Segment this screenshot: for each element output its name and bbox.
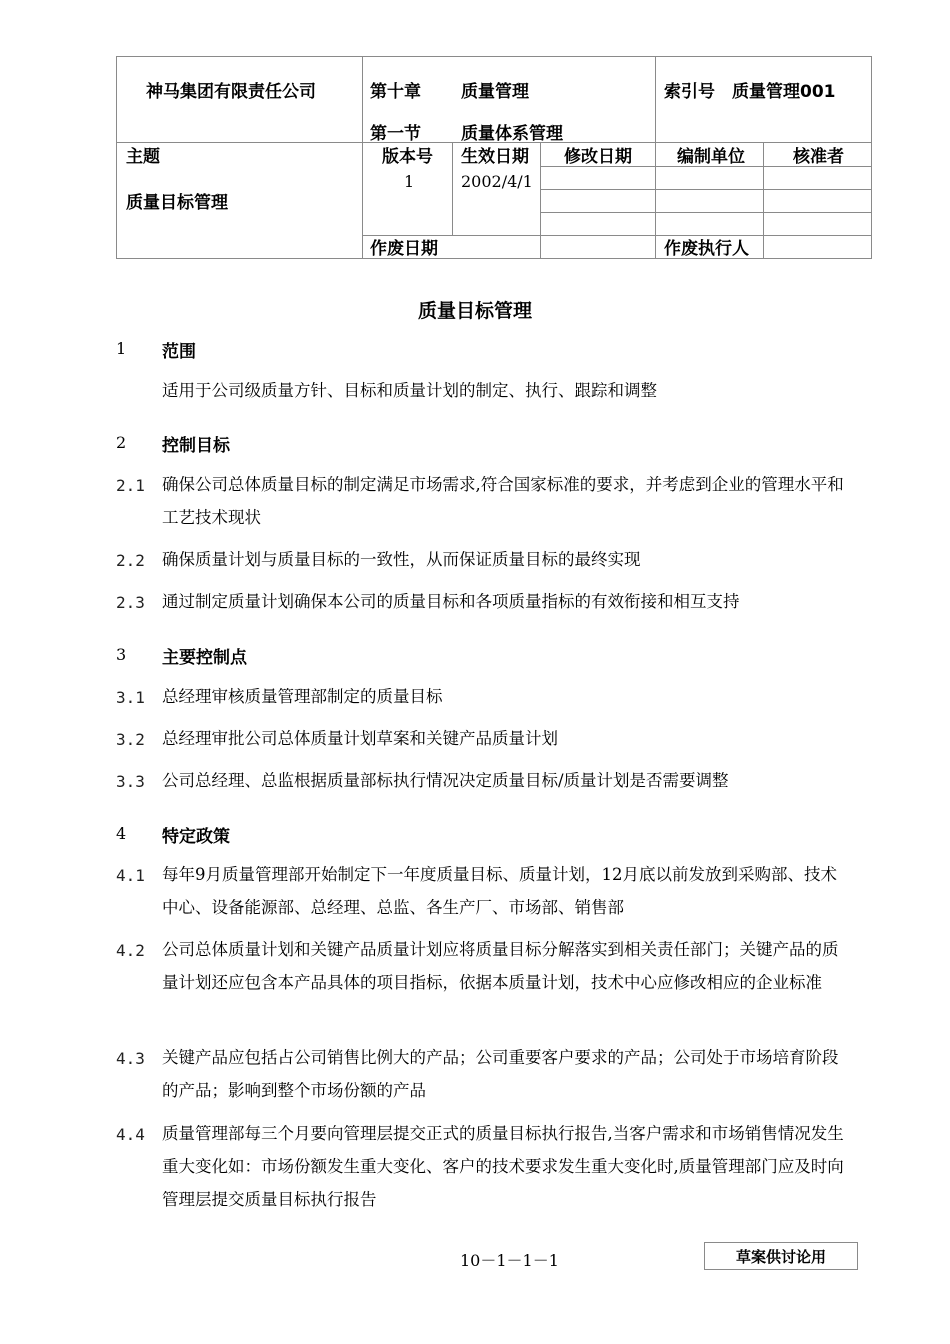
paragraph: 适用于公司级质量方针、目标和质量计划的制定、执行、跟踪和调整 [162, 381, 657, 400]
item-number: 3.3 [116, 772, 145, 791]
section-number: 1 [116, 339, 127, 358]
item-number: 4.2 [116, 941, 145, 960]
index-label: 索引号 [664, 82, 715, 102]
item-number: 2.3 [116, 593, 145, 612]
chapter-label: 第十章 [370, 82, 421, 102]
section-title: 主要控制点 [162, 648, 247, 668]
compile-unit-label: 编制单位 [677, 147, 745, 167]
item-number: 3.1 [116, 688, 145, 707]
section-title: 特定政策 [162, 827, 230, 847]
paragraph: 每年9月质量管理部开始制定下一年度质量目标、质量计划，12月底以前发放到采购部、技术中心、设备能源部、总经理、总监、各生产厂、市场部、销售部 [162, 865, 837, 917]
effective-date-value: 2002/4/1 [461, 172, 533, 191]
approver-label: 核准者 [793, 147, 844, 167]
subject-label: 主题 [126, 147, 160, 167]
paragraph: 公司总体质量计划和关键产品质量计划应将质量目标分解落实到相关责任部门；关键产品的质量计划还应包含本产品具体的项目指标，依据本质量计划，技术中心应修改相应的企业标准 [162, 940, 839, 992]
void-executor-label: 作废执行人 [664, 239, 749, 259]
section-title: 范围 [162, 342, 196, 362]
item-number: 4.1 [116, 866, 145, 885]
page-number: 10－1－1－1 [460, 1251, 559, 1270]
document-title: 质量目标管理 [417, 300, 532, 322]
paragraph: 通过制定质量计划确保本公司的质量目标和各项质量指标的有效衔接和相互支持 [162, 592, 740, 611]
paragraph: 总经理审批公司总体质量计划草案和关键产品质量计划 [162, 729, 558, 748]
void-date-label: 作废日期 [370, 239, 438, 259]
index-value: 质量管理001 [732, 82, 836, 102]
item-number: 2.2 [116, 551, 145, 570]
paragraph: 总经理审核质量管理部制定的质量目标 [162, 687, 443, 706]
paragraph: 质量管理部每三个月要向管理层提交正式的质量目标执行报告,当客户需求和市场销售情况发生重大变化如：市场份额发生重大变化、客户的技术要求发生重大变化时,质量管理部门应及时向管理层提交质量目标执行报告 [162, 1124, 844, 1209]
item-number: 4.4 [116, 1125, 145, 1144]
paragraph: 确保质量计划与质量目标的一致性，从而保证质量目标的最终实现 [162, 550, 641, 569]
section-number: 3 [116, 645, 127, 664]
section-title: 质量体系管理 [461, 124, 563, 144]
effective-date-label: 生效日期 [461, 147, 529, 167]
chapter-title: 质量管理 [461, 82, 529, 102]
section-number: 2 [116, 433, 127, 452]
paragraph: 关键产品应包括占公司销售比例大的产品；公司重要客户要求的产品；公司处于市场培育阶段的产品；影响到整个市场份额的产品 [162, 1048, 839, 1100]
version-value: 1 [404, 172, 415, 191]
section-number: 4 [116, 824, 127, 843]
paragraph: 公司总经理、总监根据质量部标执行情况决定质量目标/质量计划是否需要调整 [162, 771, 729, 790]
item-number: 3.2 [116, 730, 145, 749]
version-label: 版本号 [382, 147, 433, 167]
item-number: 4.3 [116, 1049, 145, 1068]
draft-badge: 草案供讨论用 [704, 1242, 858, 1270]
paragraph: 确保公司总体质量目标的制定满足市场需求,符合国家标准的要求，并考虑到企业的管理水平和工艺技术现状 [162, 475, 844, 527]
section-label: 第一节 [370, 124, 421, 144]
section-title: 控制目标 [162, 436, 230, 456]
modify-date-label: 修改日期 [564, 147, 632, 167]
subject-value: 质量目标管理 [126, 193, 228, 213]
company-name: 神马集团有限责任公司 [146, 82, 316, 102]
item-number: 2.1 [116, 476, 145, 495]
